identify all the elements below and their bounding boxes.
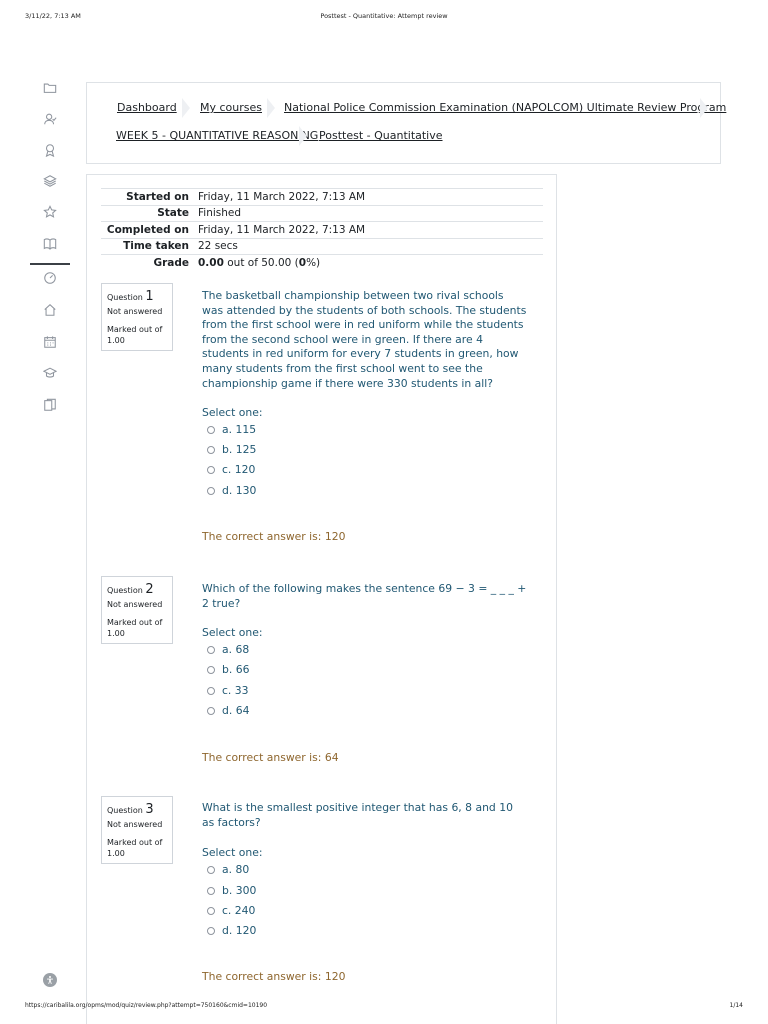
summary-value: Friday, 11 March 2022, 7:13 AM [198, 223, 366, 236]
question-status: Not answered [107, 307, 163, 316]
main-content [86, 174, 557, 1024]
breadcrumb [86, 82, 727, 164]
answer-option[interactable] [207, 443, 256, 456]
option-label: c. 240 [222, 904, 256, 917]
attempt-summary-table [101, 188, 543, 271]
question-info-1 [101, 283, 173, 351]
summary-value: Finished [198, 207, 242, 220]
option-label: c. 120 [222, 463, 256, 476]
answer-option[interactable] [207, 924, 256, 937]
option-label: a. 115 [222, 423, 257, 436]
option-label: b. 300 [222, 884, 257, 897]
question-text-2: Which of the following makes the sentence 69 − 3 = _ _ _ + 2 true? [202, 582, 527, 610]
option-label: a. 80 [222, 863, 250, 876]
question-status: Not answered [107, 600, 163, 609]
breadcrumb-dashboard[interactable]: Dashboard [117, 101, 177, 114]
calendar-icon[interactable] [42, 334, 58, 350]
correct-answer-feedback: The correct answer is: 120 [202, 970, 346, 983]
answer-option[interactable] [207, 643, 249, 656]
folder-icon[interactable] [42, 80, 58, 96]
question-status: Not answered [107, 820, 163, 829]
breadcrumb-separator [267, 98, 275, 118]
grades-icon[interactable] [42, 204, 58, 220]
answer-option[interactable] [207, 423, 256, 436]
option-label: d. 130 [222, 484, 257, 497]
question-label: Question [107, 806, 143, 815]
correct-answer-feedback: The correct answer is: 64 [202, 751, 339, 764]
answer-option[interactable] [207, 463, 255, 476]
print-header [0, 10, 768, 24]
summary-key: State [157, 207, 189, 220]
breadcrumb-separator [700, 98, 708, 118]
question-info-2 [101, 576, 173, 644]
competencies-icon[interactable] [42, 173, 58, 189]
question-mark: Marked out of 1.00 [107, 618, 163, 638]
question-number [107, 582, 167, 597]
question-label: Question [107, 586, 143, 595]
breadcrumb-week[interactable]: WEEK 5 - QUANTITATIVE REASONING [116, 129, 319, 142]
print-page-number: 1/14 [729, 1002, 743, 1009]
badges-icon[interactable] [42, 142, 58, 158]
question-number [107, 802, 167, 817]
select-one-label: Select one: [202, 846, 263, 859]
answer-option[interactable] [207, 484, 256, 497]
radio-button[interactable] [207, 646, 215, 654]
print-url: https://caribalila.org/opms/mod/quiz/review.php?attempt=750160&cmid=10190 [25, 1002, 268, 1009]
radio-button[interactable] [207, 487, 215, 495]
question-number [107, 289, 167, 304]
radio-button[interactable] [207, 666, 215, 674]
breadcrumb-posttest[interactable]: Posttest - Quantitative [319, 129, 443, 142]
summary-row-completed [101, 221, 543, 238]
summary-row-time-taken [101, 238, 543, 255]
accessibility-icon[interactable] [43, 973, 57, 987]
question-number-value: 2 [145, 582, 154, 597]
radio-button[interactable] [207, 907, 215, 915]
breadcrumb-separator [182, 98, 190, 118]
radio-button[interactable] [207, 426, 215, 434]
breadcrumb-separator [299, 126, 307, 146]
radio-button[interactable] [207, 446, 215, 454]
print-title: Posttest - Quantitative: Attempt review [320, 12, 448, 20]
dashboard-icon[interactable] [42, 270, 58, 286]
answer-option[interactable] [207, 863, 249, 876]
option-label: d. 120 [222, 924, 257, 937]
option-label: c. 33 [222, 684, 249, 697]
breadcrumb-my-courses[interactable]: My courses [200, 101, 262, 114]
radio-button[interactable] [207, 887, 215, 895]
radio-button[interactable] [207, 466, 215, 474]
summary-key: Started on [126, 190, 189, 203]
correct-answer-feedback: The correct answer is: 120 [202, 530, 346, 543]
answer-option[interactable] [207, 704, 249, 717]
radio-button[interactable] [207, 687, 215, 695]
select-one-label: Select one: [202, 406, 263, 419]
summary-row-started [101, 188, 543, 205]
option-label: b. 125 [222, 443, 257, 456]
participants-icon[interactable] [42, 111, 58, 127]
sidebar-divider [30, 263, 70, 265]
question-number-value: 3 [145, 802, 154, 817]
option-label: d. 64 [222, 704, 250, 717]
option-label: b. 66 [222, 663, 250, 676]
breadcrumb-course[interactable]: National Police Commission Examination (NAPOLCOM) Ultimate Review Program [284, 101, 727, 114]
summary-row-state [101, 205, 543, 222]
home-icon[interactable] [42, 302, 58, 318]
summary-value: Friday, 11 March 2022, 7:13 AM [198, 190, 366, 203]
summary-row-grade [101, 254, 543, 271]
print-date: 3/11/22, 7:13 AM [25, 12, 81, 20]
grade-out-of: out of 50.00 ( [223, 256, 299, 269]
summary-key: Completed on [106, 223, 189, 236]
grade-score: 0.00 [198, 256, 224, 269]
option-label: a. 68 [222, 643, 250, 656]
answer-option[interactable] [207, 684, 249, 697]
answer-option[interactable] [207, 884, 256, 897]
question-text-1: The basketball championship between two rival schools was attended by the students of both schools. The students from the first school were in red uniform while the students from the second school were in green. If there are 4 students in red uniform for every 7 students in green, how many students from the first school went to see the championship game if there were 330 students in all? [202, 289, 527, 390]
summary-value: 22 secs [198, 240, 238, 253]
graduation-cap-icon[interactable] [42, 365, 58, 381]
grade-percent-sign: %) [306, 256, 321, 269]
question-number-value: 1 [145, 289, 154, 304]
summary-key: Grade [153, 256, 189, 269]
answer-option[interactable] [207, 904, 255, 917]
files-icon[interactable] [42, 397, 58, 413]
summary-key: Time taken [123, 240, 189, 253]
question-info-3 [101, 796, 173, 864]
radio-button[interactable] [207, 707, 215, 715]
grade-percent: 0 [298, 256, 307, 269]
radio-button[interactable] [207, 866, 215, 874]
course-book-icon[interactable] [42, 236, 58, 252]
summary-value [198, 257, 320, 269]
print-footer [0, 1000, 768, 1012]
radio-button[interactable] [207, 927, 215, 935]
question-label: Question [107, 293, 143, 302]
question-mark: Marked out of 1.00 [107, 325, 163, 345]
select-one-label: Select one: [202, 626, 263, 639]
question-mark: Marked out of 1.00 [107, 838, 163, 858]
question-text-3: What is the smallest positive integer that has 6, 8 and 10 as factors? [202, 801, 513, 829]
answer-option[interactable] [207, 663, 249, 676]
